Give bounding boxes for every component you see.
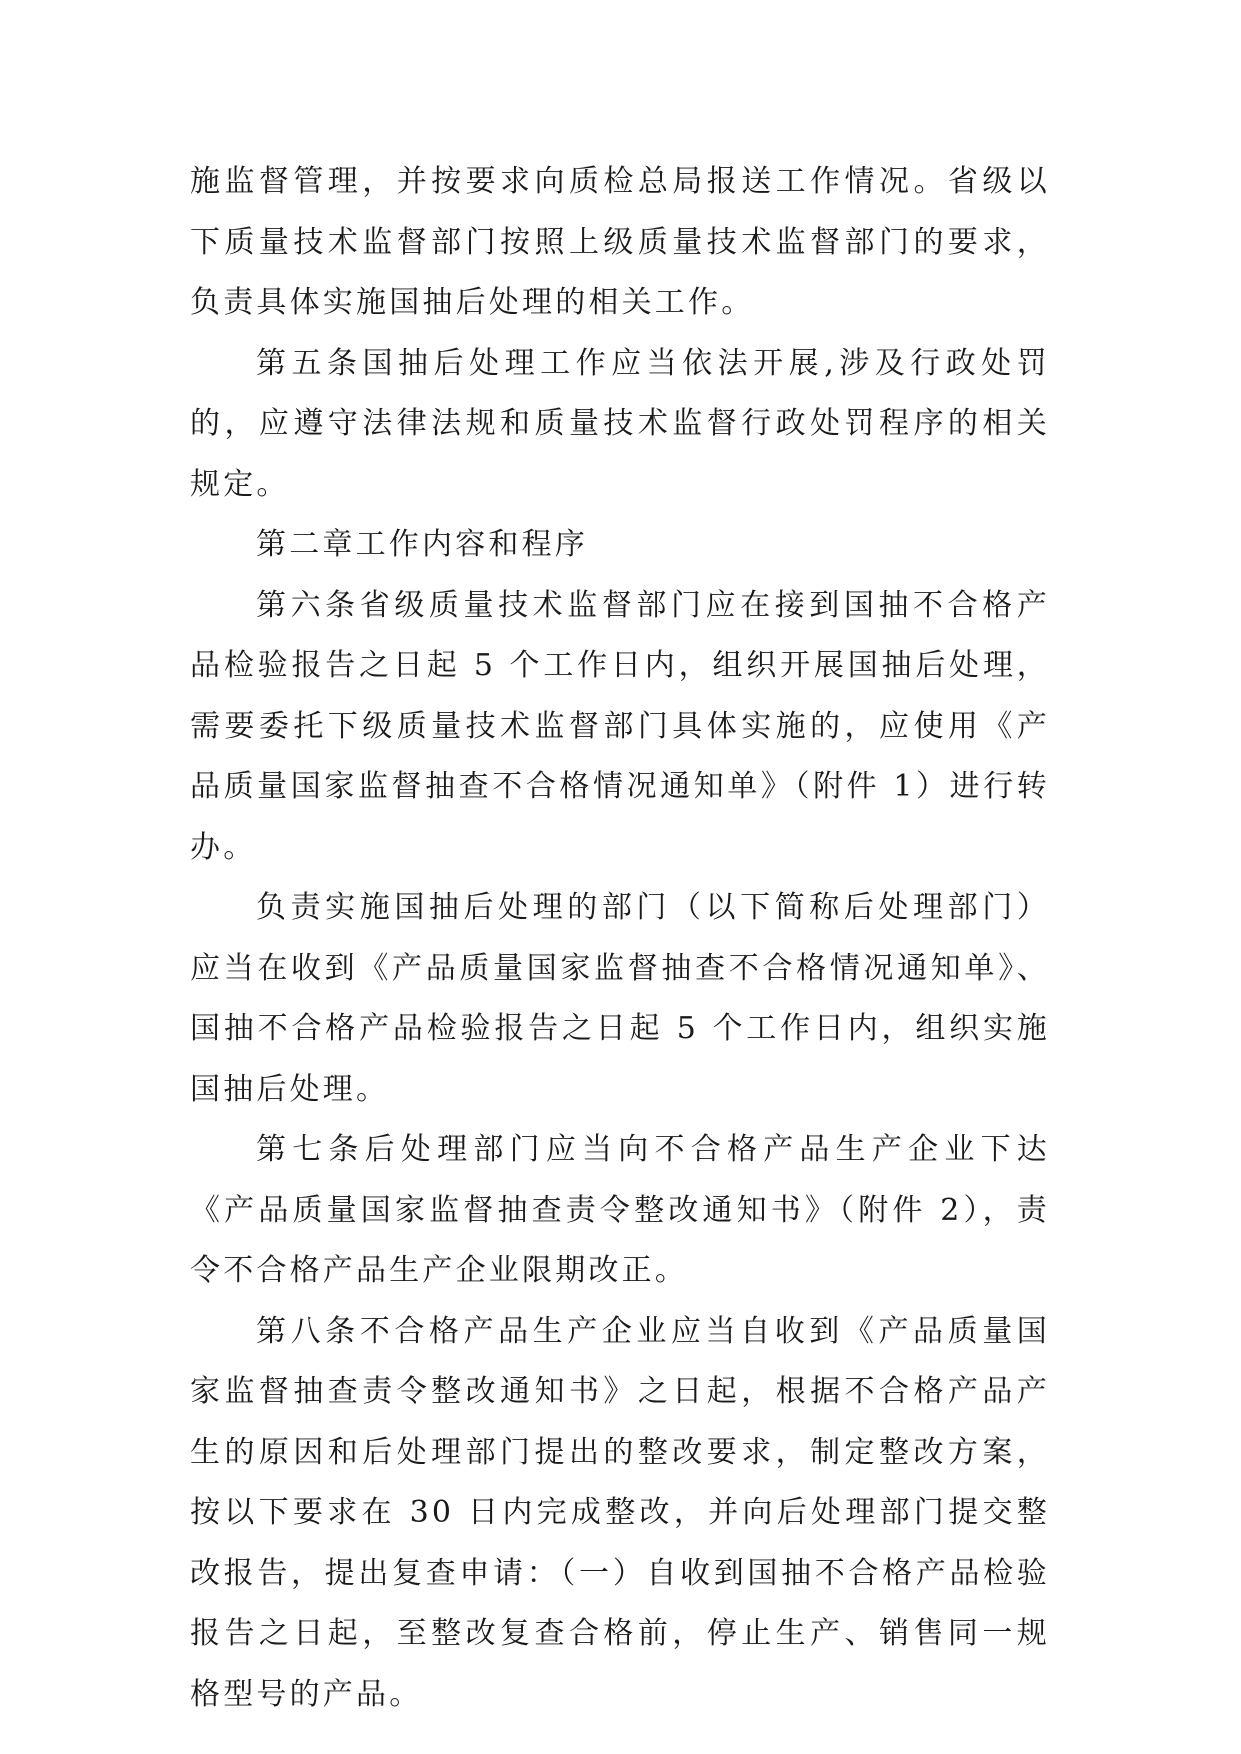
document-body (190, 152, 1050, 1725)
paragraph-article-6-continued: 负责实施国抽后处理的部门（以下简称后处理部门）应当在收到《产品质量国家监督抽查不合格情况通知单》、国抽不合格产品检验报告之日起 5 个工作日内，组织实施国抽后处理。 (190, 890, 1050, 1107)
paragraph-article-7: 第七条后处理部门应当向不合格产品生产企业下达《产品质量国家监督抽查责令整改通知书》（附件 2），责令不合格产品生产企业限期改正。 (190, 1132, 1050, 1288)
chapter-heading: 第二章工作内容和程序 (256, 527, 588, 562)
paragraph-continuation: 施监督管理，并按要求向质检总局报送工作情况。省级以下质量技术监督部门按照上级质量技术监督部门的要求，负责具体实施国抽后处理的相关工作。 (190, 164, 1050, 320)
paragraph-article-5: 第五条国抽后处理工作应当依法开展,涉及行政处罚的，应遵守法律法规和质量技术监督行政处罚程序的相关规定。 (190, 345, 1050, 502)
paragraph-article-8: 第八条不合格产品生产企业应当自收到《产品质量国家监督抽查责令整改通知书》之日起，根据不合格产品产生的原因和后处理部门提出的整改要求，制定整改方案，按以下要求在 30 日内完成整改，并向后处理部门提交整改报告，提出复查申请：（一）自收到国抽不合格产品检验报告之日起，至整改复查合格前，停止生产、销售同一规格型号的产品。 (190, 1313, 1050, 1712)
paragraph-article-6: 第六条省级质量技术监督部门应在接到国抽不合格产品检验报告之日起 5 个工作日内，组织开展国抽后处理，需要委托下级质量技术监督部门具体实施的，应使用《产品质量国家监督抽查不合格情况通知单》（附件 1）进行转办。 (190, 587, 1050, 865)
